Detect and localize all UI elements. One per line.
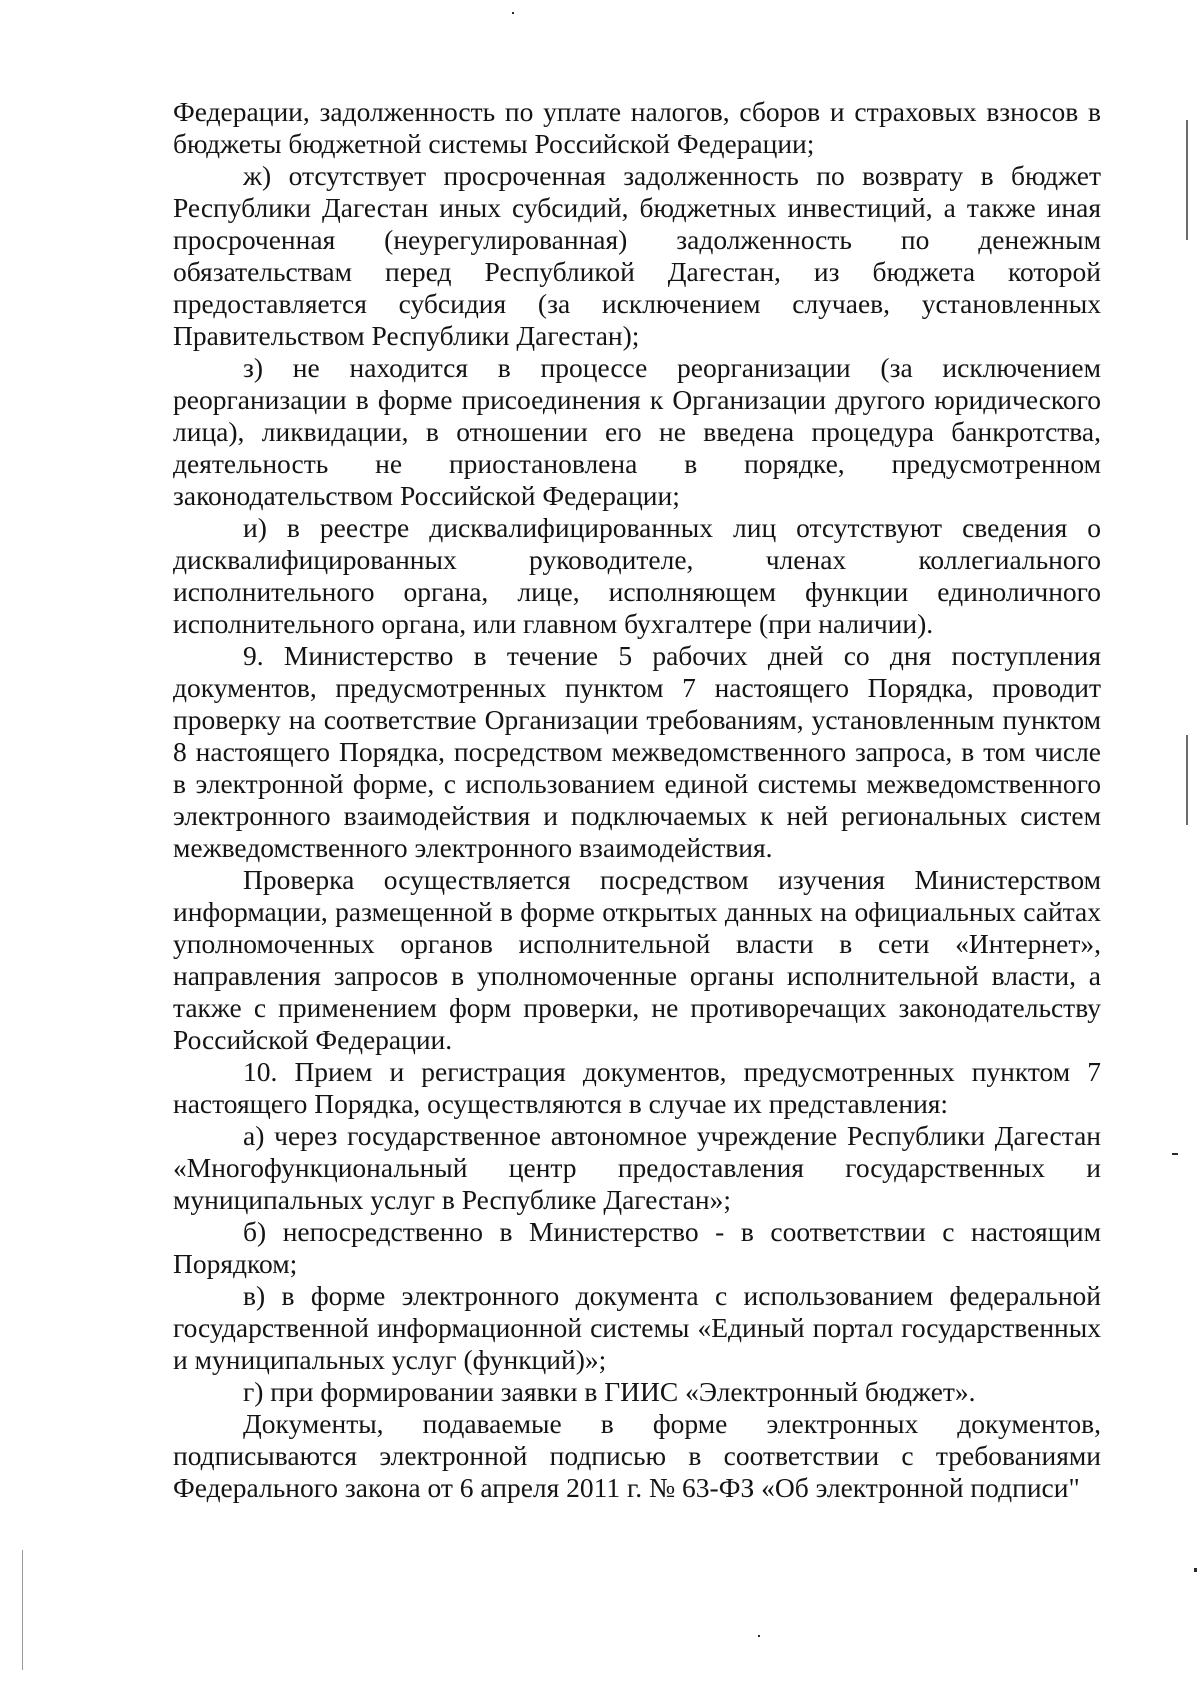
paragraph-item-z: з) не находится в процессе реорганизации (за исключением реорганизации в форме присоединения к Организации другого юридического лица), ликвидации, в отношении его не введена процедура банкротства, деятельность не приостановлена в порядке, предусмотренном законодательством Российской Федерации; (173, 352, 1101, 511)
paragraph-clause-10: 10. Прием и регистрация документов, предусмотренных пунктом 7 настоящего Порядка, осуществляются в случае их представления: (173, 1056, 1101, 1119)
paragraph-item-i: и) в реестре дисквалифицированных лиц отсутствуют сведения о дисквалифицированных руководителе, членах коллегиального исполнительного органа, лице, исполняющем функции единоличного исполнительного органа, или главном бухгалтере (при наличии). (173, 512, 1101, 639)
scan-edge-right-1 (1186, 120, 1188, 240)
paragraph-item-zh: ж) отсутствует просроченная задолженность по возврату в бюджет Республики Дагестан иных субсидий, бюджетных инвестиций, а также иная просроченная (неурегулированная) задолженность по денежным обязательствам перед Республикой Дагестан, из бюджета которой предоставляется субсидия (за исключением случаев, установленных Правительством Республики Дагестан); (173, 160, 1101, 351)
scan-mark-bottom (758, 1635, 760, 1637)
scan-mark-right (1172, 1153, 1178, 1155)
paragraph-continuation: Федерации, задолженность по уплате налогов, сборов и страховых взносов в бюджеты бюджетной системы Российской Федерации; (173, 96, 1101, 159)
scan-edge-left (22, 1550, 23, 1670)
scan-mark-top (512, 12, 514, 14)
document-body (173, 96, 1101, 1504)
paragraph-item-v: в) в форме электронного документа с использованием федеральной государственной информационной системы «Единый портал государственных и муниципальных услуг (функций)»; (173, 1280, 1101, 1375)
paragraph-check: Проверка осуществляется посредством изучения Министерством информации, размещенной в форме открытых данных на официальных сайтах уполномоченных органов исполнительной власти в сети «Интернет», направления запросов в уполномоченные органы исполнительной власти, а также с применением форм проверки, не противоречащих законодательству Российской Федерации. (173, 864, 1101, 1055)
scan-mark-bottom-right (1194, 1568, 1197, 1572)
scan-edge-right-2 (1186, 735, 1188, 825)
paragraph-item-g: г) при формировании заявки в ГИИС «Электронный бюджет». (243, 1376, 976, 1407)
paragraph-item-b: б) непосредственно в Министерство - в соответствии с настоящим Порядком; (173, 1216, 1101, 1279)
paragraph-clause-9: 9. Министерство в течение 5 рабочих дней со дня поступления документов, предусмотренных пунктом 7 настоящего Порядка, проводит проверку на соответствие Организации требованиям, установленным пунктом 8 настоящего Порядка, посредством межведомственного запроса, в том числе в электронной форме, с использованием единой системы межведомственного электронного взаимодействия и подключаемых к ней региональных систем межведомственного электронного взаимодействия. (173, 640, 1101, 863)
paragraph-item-a: а) через государственное автономное учреждение Республики Дагестан «Многофункциональный центр предоставления государственных и муниципальных услуг в Республике Дагестан»; (173, 1120, 1101, 1215)
paragraph-documents: Документы, подаваемые в форме электронных документов, подписываются электронной подписью в соответствии с требованиями Федерального закона от 6 апреля 2011 г. № 63-ФЗ «Об электронной подписи" (173, 1408, 1101, 1503)
